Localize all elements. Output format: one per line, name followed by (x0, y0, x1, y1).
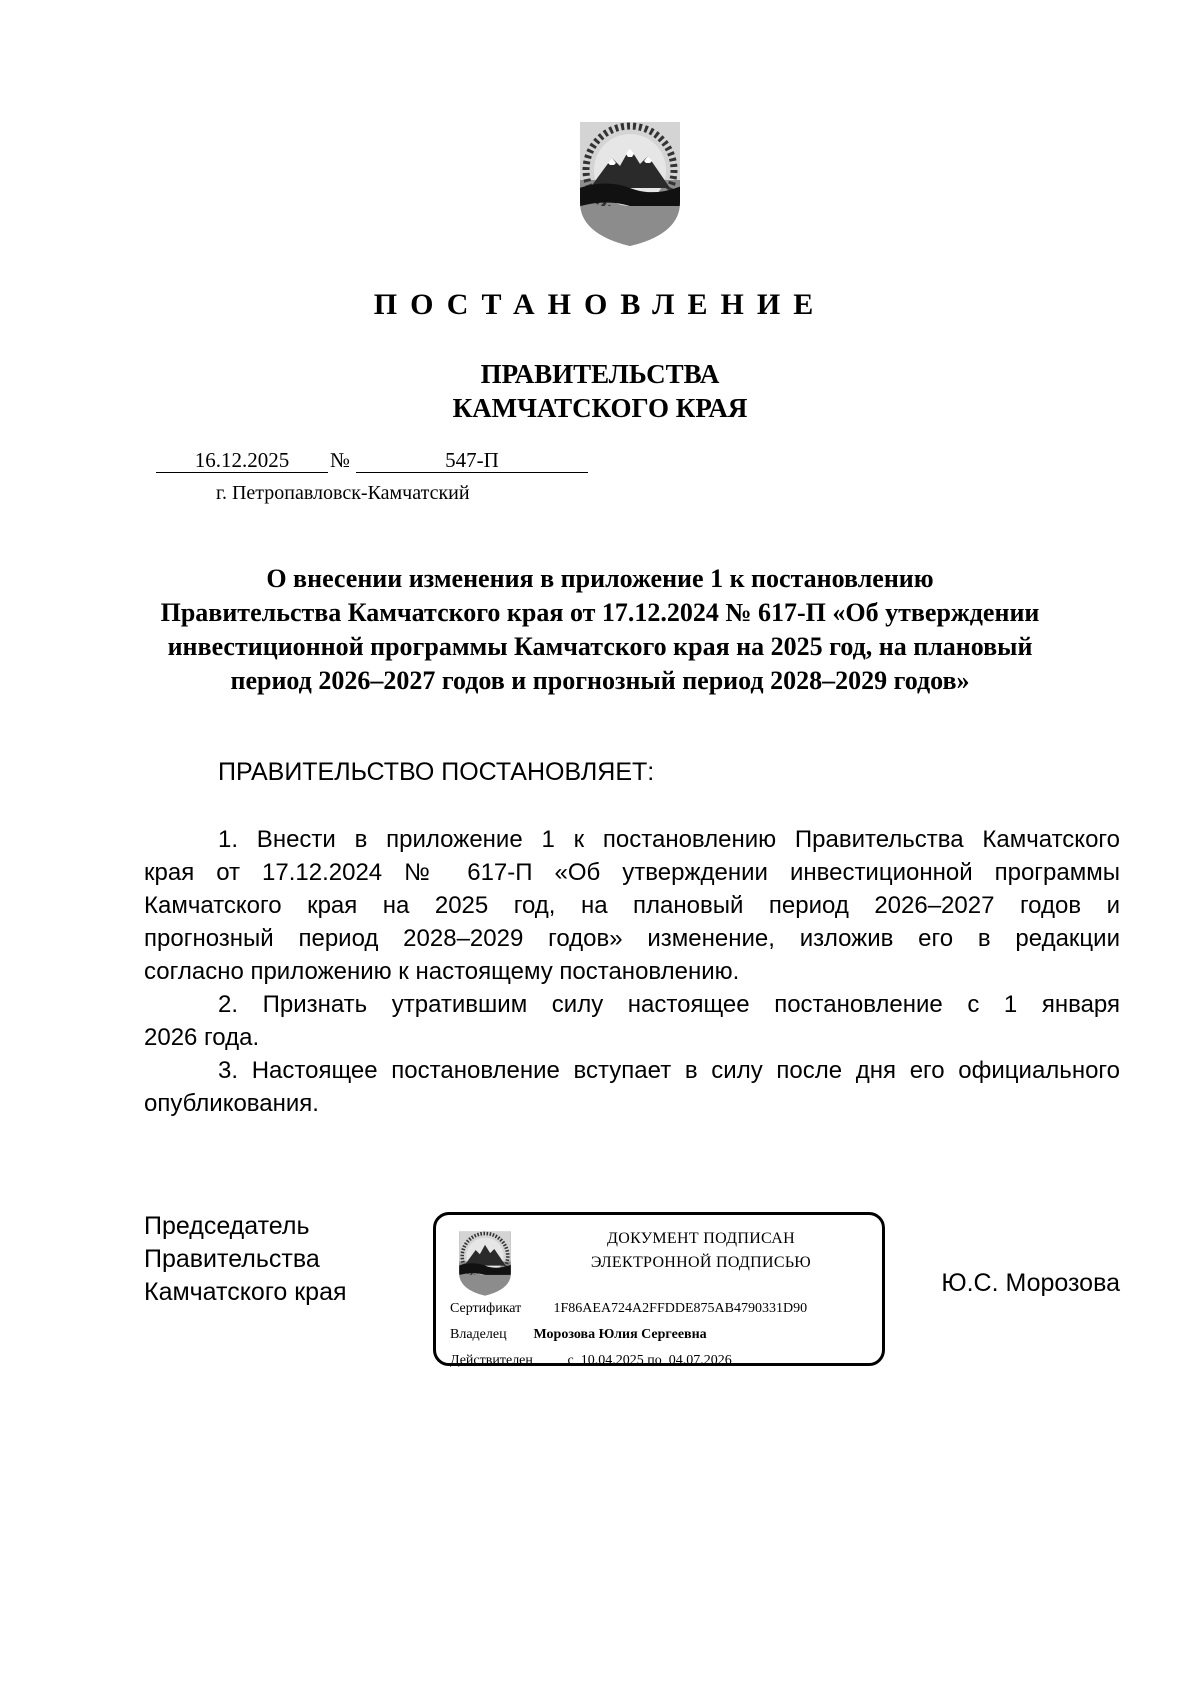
owner-label: Владелец (450, 1327, 507, 1342)
stamp-validity-row (450, 1353, 732, 1369)
signer-position (144, 1210, 347, 1309)
body-line: 3. Настоящее постановление вступает в силу после дня его официального (218, 1057, 1120, 1084)
document-body (144, 823, 1120, 1120)
subject-line: О внесении изменения в приложение 1 к постановлению (266, 564, 934, 593)
body-line: Камчатского края на 2025 год, на плановый период 2026–2027 годов и (144, 892, 1120, 919)
document-type-title: ПОСТАНОВЛЕНИЕ (373, 288, 827, 321)
body-line: 1. Внести в приложение 1 к постановлению Правительства Камчатского (218, 826, 1120, 853)
electronic-signature-stamp (433, 1212, 885, 1366)
stamp-title-line: ЭЛЕКТРОННОЙ ПОДПИСЬЮ (590, 1254, 812, 1271)
position-line: Камчатского края (144, 1278, 347, 1306)
document-subject (140, 562, 1060, 698)
subject-line: инвестиционной программы Камчатского края на 2025 год, на плановый (167, 632, 1033, 661)
body-line: 2026 года. (144, 1024, 260, 1051)
authority-line: ПРАВИТЕЛЬСТВА (480, 359, 720, 389)
preamble: ПРАВИТЕЛЬСТВО ПОСТАНОВЛЯЕТ: (218, 758, 655, 786)
number-sign: № (330, 448, 351, 472)
authority-line: КАМЧАТСКОГО КРАЯ (452, 393, 748, 423)
certificate-label: Сертификат (450, 1301, 522, 1316)
coat-of-arms-icon (574, 118, 686, 248)
document-date: 16.12.2025 (156, 448, 328, 473)
document-number: 547-П (356, 448, 588, 473)
subject-line: Правительства Камчатского края от 17.12.2024 № 617-П «Об утверждении (160, 598, 1040, 627)
stamp-title-line: ДОКУМЕНТ ПОДПИСАН (607, 1230, 795, 1247)
issuing-authority (0, 357, 1200, 425)
owner-value: Морозова Юлия Сергеевна (533, 1327, 707, 1342)
stamp-title (531, 1227, 871, 1275)
stamp-emblem-icon (456, 1229, 514, 1297)
body-line: 2. Признать утратившим силу настоящее постановление с 1 января (218, 991, 1120, 1018)
city: г. Петропавловск-Камчатский (216, 482, 470, 504)
validity-value: с 10.04.2025 по 04.07.2026 (567, 1353, 732, 1368)
position-line: Правительства (144, 1245, 320, 1273)
stamp-owner-row (450, 1327, 707, 1343)
body-line: края от 17.12.2024 № 617-П «Об утверждении инвестиционной программы (144, 859, 1120, 886)
position-line: Председатель (144, 1212, 310, 1240)
validity-label: Действителен (450, 1353, 533, 1368)
body-line: опубликования. (144, 1090, 319, 1117)
body-line: согласно приложению к настоящему постановлению. (144, 958, 740, 985)
signer-name: Ю.С. Морозова (941, 1269, 1120, 1297)
subject-line: период 2026–2027 годов и прогнозный период 2028–2029 годов» (230, 666, 970, 695)
stamp-certificate-row (450, 1301, 807, 1317)
certificate-value: 1F86AEA724A2FFDDE875AB4790331D90 (553, 1301, 808, 1316)
body-line: прогнозный период 2028–2029 годов» изменение, изложив его в редакции (144, 925, 1120, 952)
